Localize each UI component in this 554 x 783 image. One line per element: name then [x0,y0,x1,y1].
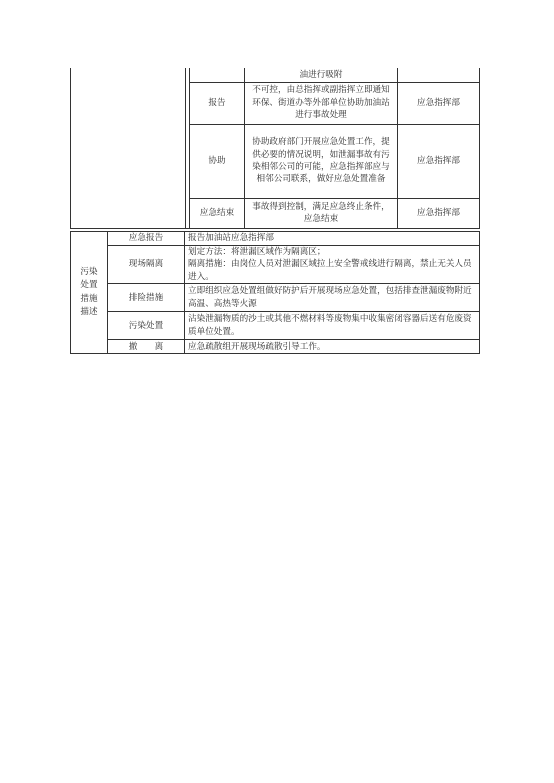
owner-end: 应急指挥部 [398,198,480,228]
item-evacuate: 撤 离 [108,340,185,354]
content-report: 报告加油站应急指挥部 [185,232,480,246]
section-label-text: 污染处置措施描述 [80,266,98,318]
item-report: 应急报告 [108,232,185,246]
content-evacuate: 应急疏散组开展现场疏散引导工作。 [185,340,480,354]
content-isolation [185,246,480,284]
item-pollution: 污染处置 [108,312,185,340]
empty-stage-cell [190,68,245,82]
stage-assist: 协助 [190,124,245,198]
isolation-method: 划定方法：将泄漏区域作为隔离区； [188,247,326,257]
empty-label-cell [71,68,186,228]
response-table-continued [70,68,480,229]
content-pollution: 沾染泄漏物质的沙土或其他不燃材料等废物集中收集密闭容器后送有危废资质单位处置。 [185,312,480,340]
isolation-measures: 隔离措施：由岗位人员对泄漏区域拉上安全警戒线进行隔离，禁止无关人员进入。 [188,259,472,282]
owner-assist: 应急指挥部 [398,124,480,198]
content-hazard: 立即组织应急处置组做好防护后开展现场应急处置，包括排查泄漏废物附近高温、高热等火源 [185,284,480,312]
stage-end: 应急结束 [190,198,245,228]
action-end: 事故得到控制，满足应急终止条件，应急结束 [245,198,398,228]
adsorb-text: 油进行吸附 [245,68,398,82]
action-report: 不可控，由总指挥或副指挥立即通知环保、街道办等外部单位协助加油站进行事故处理 [245,82,398,124]
item-hazard: 排险措施 [108,284,185,312]
pollution-measures-table [70,231,480,354]
owner-report: 应急指挥部 [398,82,480,124]
action-assist: 协助政府部门开展应急处置工作，提供必要的情况说明，如泄漏事故有污染相邻公司的可能，应急指挥部应与相邻公司联系，做好应急处置准备 [245,124,398,198]
stage-report: 报告 [190,82,245,124]
empty-owner-cell [398,68,480,82]
item-isolation: 现场隔离 [108,246,185,284]
section-label [71,232,108,354]
